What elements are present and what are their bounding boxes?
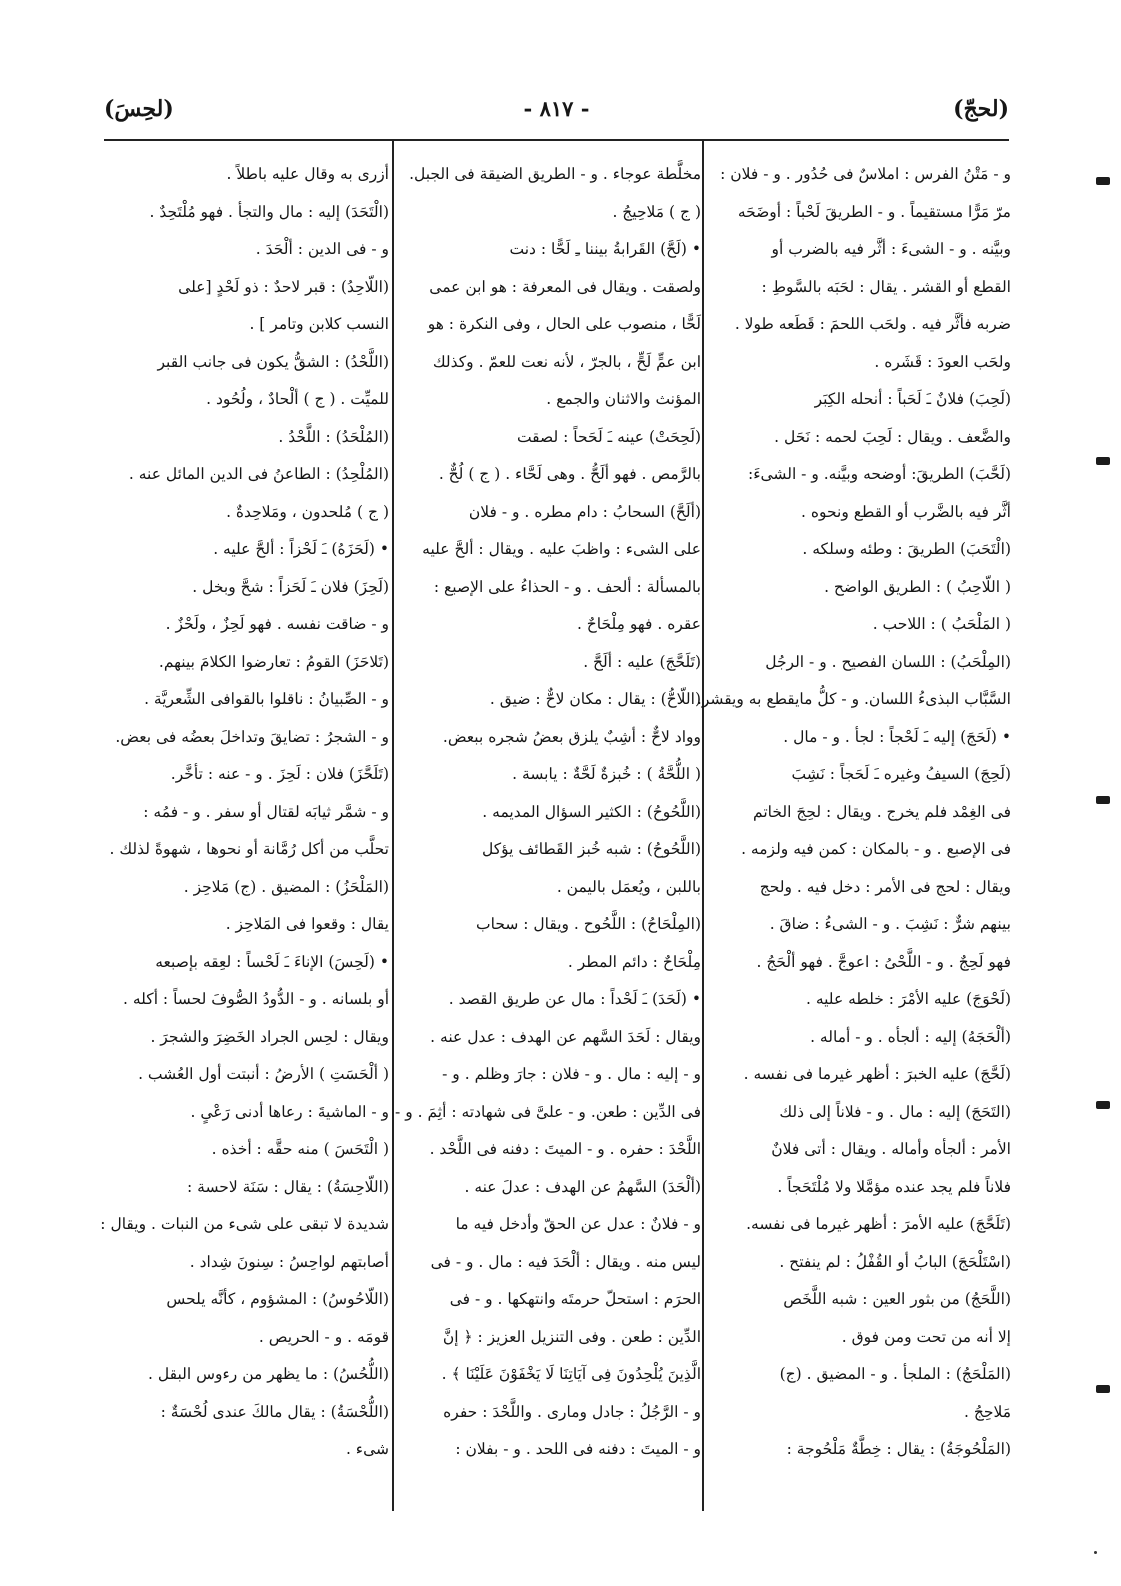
- entry-line: (تَلَحَّزَ) فلان : لَحِزَ . و - عنه : تأخَّر.: [170, 765, 389, 783]
- entry-line: مَلاحِجُ .: [964, 1402, 1011, 1421]
- entry-line: وبيَّنه . و - الشىءَ : أثَّر فيه بالضرب أو: [771, 240, 1011, 258]
- entry-line: المؤنث والاثنان والجمع .: [546, 390, 701, 408]
- entry-line: يقال : وقعوا فى المَلاحِز .: [225, 915, 389, 933]
- entry-line: القطع أو القشر . يقال : لحَبَه بالسَّوطِ :: [761, 277, 1011, 296]
- entry-line: (المُلْحِدُ) : الطاعنُ فى الدين المائل عنه .: [128, 465, 389, 483]
- entry-line: إلا أنه من تحت ومن فوق .: [841, 1327, 1011, 1346]
- entry-line: (اسْتَلْحَجَ) البابُ أو القُفْلُ : لم ينفتح .: [779, 1252, 1011, 1271]
- entry-line: (لَحْوَجَ) عليه الأمْرَ : خلطه عليه .: [805, 990, 1011, 1008]
- entry-line: ضربه فأثَّر فيه . ولحَب اللحمَ : قَطَعه طولا .: [734, 315, 1011, 333]
- entry-line: ( اللّاحِبُ ) : الطريق الواضح .: [824, 577, 1011, 596]
- entry-line: (المِلْحَبُ) : اللسان الفصيح . و - الرجُل: [765, 652, 1011, 671]
- entry-line: ولحَب العودَ : قَشَره .: [874, 352, 1011, 371]
- entry-line: ويقال : لَحَدَ السَّهم عن الهدف : عدل عنه .: [430, 1027, 701, 1046]
- column-divider-right: [702, 141, 704, 1511]
- entry-line: شىء .: [345, 1440, 389, 1458]
- entry-line: (لَحَّبَ) الطريقَ: أوضحه وبيَّنه. و - الشىءَ:: [747, 465, 1011, 483]
- entry-line: ولصقت . ويقال فى المعرفة : هو ابن عمى: [429, 277, 701, 296]
- column-left: [100, 156, 389, 1511]
- entry-line: و - الماشيةَ : رعاها أدنى رَعْىٍ .: [190, 1102, 389, 1121]
- page-header: [104, 92, 1009, 132]
- entry-line: (المَلْحُوجَةُ) : يقال : خِطَّةٌ مَلْحُوجة :: [786, 1440, 1011, 1458]
- entry-line: أثَّر فيه بالضَّرب أو القطع ونحوه .: [801, 502, 1011, 521]
- entry-line: تحلَّب من أكل رُمَّانة أو نحوها ، شهوةً لذلك .: [109, 840, 389, 858]
- entry-line: وواد لاحٌّ : أشِبٌ يلزق بعضُ شجره ببعض.: [442, 727, 701, 746]
- entry-line: (اللَّحُوحُ) : الكثير السؤال المديمه .: [482, 802, 701, 821]
- entry-line: (ألْحَدَ) السَّهمُ عن الهدف : عدلَ عنه .: [464, 1177, 701, 1196]
- entry-line: و - فلانٌ : عدل عن الحقّ وأدخل فيه ما: [455, 1215, 701, 1233]
- entry-line: فى الدِّين : طعن. و - علىَّ فى شهادته : أثِمَ . و -: [395, 1102, 701, 1121]
- header-rule: [104, 139, 1009, 141]
- entry-line: (تَلَحَّجَ) عليه الأمرَ : أظهر غيرما فى نفسه.: [746, 1215, 1011, 1233]
- entry-line: (اللّاحِدُ) : قبر لاحدٌ : ذو لَحْدٍ [على: [178, 277, 389, 296]
- entry-line: (اللَّحْدُ) : الشقُّ يكون فى جانب القبر: [157, 352, 389, 371]
- scan-speck: [1094, 1551, 1097, 1554]
- entry-line: (تَلاحَزَ) القومُ : تعارضوا الكلامَ بينهم.: [158, 652, 389, 671]
- entry-line: بالمسألة : ألحف . و - الحذاءُ على الإصبع :: [433, 577, 701, 596]
- column-middle: [395, 156, 701, 1511]
- entry-line: اللَّحْدَ : حفره . و - الميتَ : دفنه فى اللَّحْد .: [429, 1140, 701, 1158]
- entry-line: فلاناً فلم يجد عنده مؤمَّلا ولا مُلْتَحَجاً .: [777, 1177, 1011, 1196]
- entry-line: ( ألْحَسَتِ ) الأرضُ : أنبتت أول العُشب .: [138, 1065, 389, 1083]
- entry-line: فى الغِمْد فلم يخرج . ويقال : لحِجَ الخاتم: [753, 802, 1011, 821]
- entry-line: ويقال : لحِس الجراد الخَضِرَ والشجرَ .: [150, 1027, 389, 1046]
- entry-line: و - الشجرُ : تضايقَ وتداخلَ بعضُه فى بعض.: [115, 727, 389, 746]
- entry-line: (المِلْحَاحُ) : اللَّحُوح . ويقال : سحاب: [476, 915, 701, 933]
- entry-line: و - الرَّجُلُ : جادل ومارى . واللَّحْدَ : حفره: [443, 1402, 701, 1421]
- entry-line: ( اللُّحَّةُ ) : خُبزةٌ لَحَّةٌ : يابسة .: [512, 765, 701, 783]
- entry-line: بينهم شرٌّ : نَشِبَ . و - الشىءُ : ضاقَ .: [769, 915, 1011, 933]
- margin-tab-mark: [1096, 1385, 1110, 1393]
- entry-line: عقره . فهو مِلْحَاحٌ .: [576, 615, 701, 633]
- entry-line: بالرَّمص . فهو ألَحُّ . وهى لَحَّاء . ( ج ) لُحٌّ .: [438, 465, 701, 483]
- entry-line: (اللّاحُّ) : يقال : مكان لاحٌّ : ضيق .: [489, 690, 701, 708]
- entry-line: • (لَحَزَهُ) ـَ لَحْزاً : ألحَّ عليه .: [213, 540, 389, 558]
- entry-line: الَّذِينَ يُلْحِدُونَ فِى آيَاتِنَا لَا يَخْفَوْنَ عَلَيْنَا ﴾ .: [441, 1365, 701, 1383]
- entry-line: • (لَحَدَ) ـَ لَحْداً : مال عن طريق القصد .: [448, 990, 701, 1008]
- entry-line: (اللُّحْسَةُ) : يقال مالكَ عندى لُحْسَةٌ :: [160, 1402, 389, 1421]
- entry-line: (اللَّحُوحُ) : شبه خُبز القَطائف يؤكل: [481, 840, 701, 858]
- entry-line: و - ضاقت نفسه . فهو لَحِزٌ ، ولَحْزٌ .: [165, 615, 389, 633]
- entry-line: (اللُّحُسُ) : ما يظهر من رءوس البقل .: [148, 1365, 389, 1383]
- column-right: [696, 156, 1011, 1511]
- entry-line: (المَلْحَجُ) : الملجأ . و - المضيق . (ج): [779, 1365, 1011, 1383]
- entry-line: و - الميتَ : دفنه فى اللحد . و - بفلان :: [455, 1440, 701, 1458]
- page-number: - ٨١٧ -: [523, 96, 590, 121]
- entry-line: النسب كلابن وتامر ] .: [249, 315, 389, 333]
- entry-line: (المُلْحَدُ) : اللَّحْدُ .: [278, 427, 389, 446]
- margin-tab-mark: [1096, 796, 1110, 804]
- entry-line: (التَحَجَ) إليه : مال . و - فلاناً إلى ذلك: [779, 1102, 1011, 1121]
- entry-line: أصابتهم لواحِسُ : سِنونَ شِداد .: [189, 1252, 389, 1271]
- margin-tab-mark: [1096, 1101, 1110, 1109]
- entry-line: ( ج ) مَلاحِيجُ .: [612, 202, 701, 221]
- entry-line: ابن عمٍّ لَحٍّ ، بالجرّ ، لأنه نعت للعمّ . وكذلك: [432, 352, 701, 371]
- margin-tab-mark: [1096, 457, 1110, 465]
- entry-line: والضَّعف . ويقال : لَحِبَ لحمه : نَحَل .: [774, 427, 1011, 446]
- entry-line: باللبن ، ويُعمَل باليمن .: [556, 877, 701, 896]
- entry-line: (المَلْحَزُ) : المضيق . (ج) مَلاحِز .: [183, 877, 389, 896]
- entry-line: فى الإصبع . و - بالمكان : كمن فيه ولزمه .: [741, 840, 1011, 858]
- entry-line: الدِّين : طعن . وفى التنزيل العزيز : ﴿ إنَّ: [442, 1327, 701, 1346]
- entry-line: و - فى الدين : ألْحَدَ .: [255, 240, 389, 258]
- entry-line: (لَحِبَ) فلانٌ ـَ لَحَباً : أنحله الكِبَر: [814, 390, 1011, 408]
- entry-line: • (لَحَجَ) إليه ـَ لَحْجاً : لجأ . و - مال .: [783, 727, 1011, 746]
- header-last-entry: (لحِسَ): [104, 96, 174, 122]
- header-first-entry: (لحجّ): [953, 96, 1009, 122]
- entry-line: (اللَّحَجُ) من بثور العين : شبه اللَّخَص: [783, 1290, 1011, 1308]
- entry-line: ليس منه . ويقال : ألْحَدَ فيه : مال . و - فى: [430, 1252, 701, 1271]
- entry-line: شديدة لا تبقى على شىء من النبات . ويقال :: [100, 1215, 389, 1233]
- entry-line: قومَه . و - الحريص .: [258, 1327, 389, 1346]
- entry-line: ( ج ) مُلحدون ، ومَلاحِدةٌ .: [226, 502, 389, 521]
- entry-line: • (لَحِسَ) الإناءَ ـَ لَحْساً : لعِقه بإصبعه: [155, 952, 389, 971]
- entry-line: (لَحَّجَ) عليه الخبرَ : أظهر غيرما فى نفسه .: [743, 1065, 1011, 1083]
- entry-line: و - الصِّبيانُ : ناقلوا بالقوافى الشِّعريَّة .: [144, 690, 389, 708]
- entry-line: (ألَحَّ) السحابُ : دام مطره . و - فلان: [468, 502, 701, 521]
- entry-line: ويقال : لحج فى الأمر : دخل فيه . ولحج: [759, 877, 1011, 896]
- entry-line: على الشىء : واظبَ عليه . ويقال : ألحَّ عليه: [422, 540, 701, 558]
- entry-line: (لَحِحَتْ) عينه ـَ لَحَحاً : لصقت: [516, 427, 701, 446]
- entry-line: فهو لَحِجٌ . و - اللَّحْىُ : اعوجَّ . فهو ألْحَجُ .: [756, 952, 1011, 971]
- entry-line: (الْتَحَبَ) الطريقَ : وطئه وسلكه .: [802, 540, 1011, 558]
- entry-line: لَحًّا ، منصوب على الحال ، وفى النكرة : هو: [427, 315, 701, 333]
- entry-line: (لَحِزَ) فلان ـَ لَحَزاً : شحَّ وبخل .: [192, 577, 389, 596]
- entry-line: و - إليه : مال . و - فلان : جارَ وظلم . و -: [442, 1065, 701, 1083]
- entry-line: (لَحِجَ) السيفُ وغيره ـَ لَحَجاً : نَشِبَ: [791, 765, 1011, 783]
- entry-line: ( المَلْحَبُ ) : اللاحب .: [872, 615, 1011, 633]
- entry-line: (اللّاحُوسُ) : المشؤوم ، كأنَّه يلحس: [166, 1290, 389, 1308]
- margin-tab-mark: [1096, 177, 1110, 185]
- entry-line: السَّبَّاب البذىءُ اللسان. و - كلُّ مايقطع به ويقشر.: [696, 690, 1011, 708]
- entry-line: أزرى به وقال عليه باطلاً .: [226, 165, 389, 183]
- entry-line: للميِّت . ( ج ) ألْحادٌ ، ولُحُود .: [206, 390, 389, 408]
- entry-line: أو بلسانه . و - الدُّودُ الصُّوفَ لحساً : أكله .: [123, 990, 389, 1008]
- entry-line: (ألْحَجَهُ) إليه : ألجأه . و - أماله .: [810, 1027, 1011, 1046]
- entry-line: الأمر : ألجأه وأماله . ويقال : أتى فلانٌ: [771, 1140, 1011, 1158]
- entry-line: ( الْتَحَسَ ) منه حقَّه : أخذه .: [211, 1140, 389, 1158]
- entry-line: (الْتَحَدَ) إليه : مال والتجأ . فهو مُلْتَحِدٌ .: [149, 202, 389, 221]
- entry-line: (تَلَحَّجَ) عليه : ألَحَّ .: [583, 652, 701, 671]
- entry-line: (اللّاحِسَةُ) : يقال : سَنَة لاحسة :: [187, 1177, 389, 1196]
- column-divider-left: [392, 141, 394, 1511]
- entry-line: و - شمَّر ثيابَه لقتال أو سفر . و - فمُه :: [143, 802, 389, 821]
- entry-line: • (لَحَّ) القَرابةُ بيننا ـِ لَحًّا : دنت: [509, 240, 701, 258]
- entry-line: مرّ مَرًّا مستقيماً . و - الطريقَ لَحْباً : أوضَحَه: [737, 202, 1011, 221]
- entry-line: الحرَم : استحلّ حرمتَه وانتهكها . و - فى: [449, 1290, 701, 1308]
- entry-line: مخلَّطة عوجاء . و - الطريق الضيقة فى الجبل.: [409, 165, 701, 183]
- entry-line: و - مَتْنُ الفرس : املاسٌ فى حُدُور . و - فلان :: [720, 165, 1011, 183]
- entry-line: مِلْحَاحٌ : دائم المطر .: [567, 952, 701, 971]
